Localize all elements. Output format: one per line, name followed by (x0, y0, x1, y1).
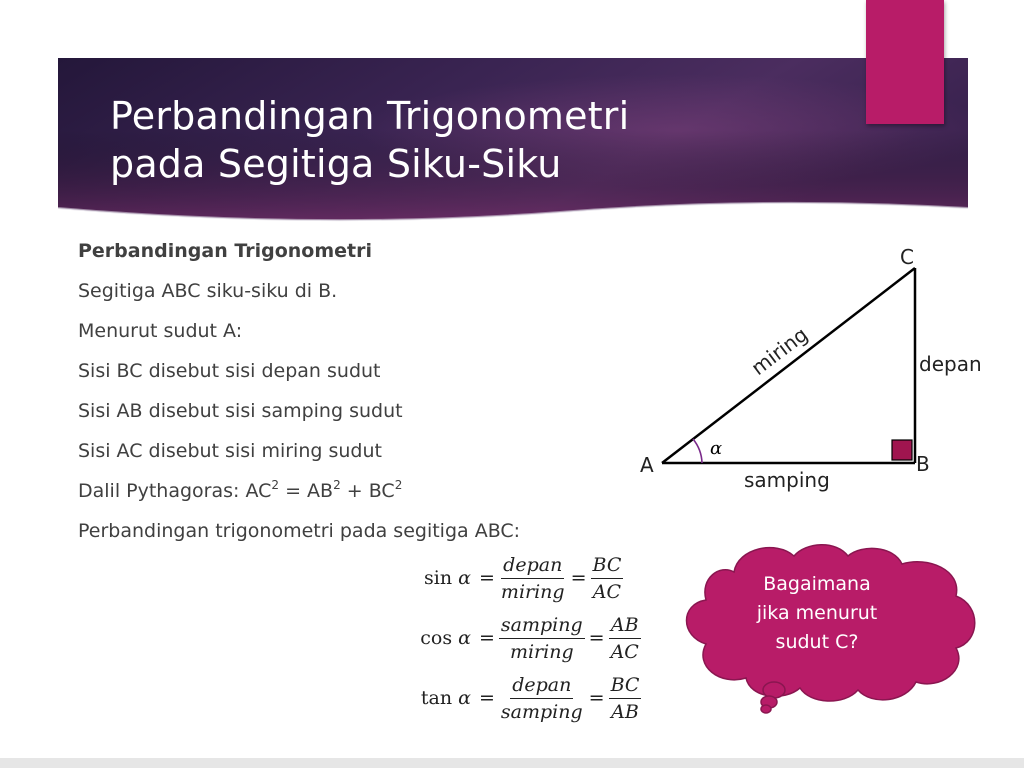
formula-cos-lhs (390, 627, 475, 649)
content-line-3: Sisi BC disebut sisi depan sudut (78, 360, 381, 382)
callout-line-2: jika menurut (756, 602, 878, 624)
cos-letter-fraction (609, 613, 641, 664)
tan-fn: tan (420, 687, 453, 709)
sin-eq-2: = (570, 567, 587, 589)
content-line-4: Sisi AB disebut sisi samping sudut (78, 400, 403, 422)
pythagoras-exp-3: 2 (394, 478, 403, 492)
right-angle-marker (892, 440, 912, 460)
tan-eq-2: = (588, 687, 605, 709)
tan-den-1: samping (500, 700, 583, 723)
content-body (78, 238, 678, 558)
vertex-a-label: A (640, 453, 654, 477)
tan-den-2: AB (611, 700, 639, 723)
cos-num-2: AB (609, 613, 641, 639)
pythagoras-line (78, 478, 678, 518)
sin-eq-1: = (479, 567, 495, 589)
title-line-1: Perbandingan Trigonometri (110, 94, 630, 138)
sin-word-fraction (499, 553, 567, 604)
callout-line-1: Bagaimana (763, 573, 871, 595)
sin-den-2: AC (592, 580, 622, 603)
sin-den-1: miring (500, 580, 565, 603)
vertex-b-label: B (916, 452, 930, 476)
pythagoras-exp-1: 2 (271, 478, 280, 492)
tan-word-fraction (499, 673, 585, 724)
cos-eq-2: = (588, 627, 605, 649)
pythagoras-mid-1: = AB (279, 480, 334, 502)
content-line-2: Menurut sudut A: (78, 320, 243, 342)
content-line-1: Segitiga ABC siku-siku di B. (78, 280, 338, 302)
triangle-diagram (630, 238, 1024, 500)
content-line-5: Sisi AC disebut sisi miring sudut (78, 440, 382, 462)
cos-num-1: samping (499, 613, 585, 639)
accent-tab (866, 0, 944, 124)
cos-den-1: miring (509, 640, 574, 663)
sin-num-2: BC (591, 553, 624, 579)
angle-arc (693, 439, 702, 463)
label-miring: miring (746, 322, 813, 380)
tan-num-2: BC (609, 673, 642, 699)
angle-alpha-label: α (710, 438, 723, 459)
sin-angle: α (458, 567, 471, 589)
title-line-2: pada Segitiga Siku-Siku (110, 142, 562, 186)
callout-line-3: sudut C? (775, 631, 859, 653)
cos-fn: cos (420, 627, 453, 649)
content-line-7: Perbandingan trigonometri pada segitiga ABC: (78, 520, 521, 542)
cos-word-fraction (499, 613, 585, 664)
sin-letter-fraction (591, 553, 624, 604)
cos-den-2: AC (610, 640, 639, 663)
formula-cos (390, 608, 650, 668)
pythagoras-prefix: Dalil Pythagoras: AC (78, 480, 272, 502)
formula-sin (390, 548, 650, 608)
footer-strip (0, 758, 1024, 768)
pythagoras-exp-2: 2 (333, 478, 341, 492)
sin-fn: sin (424, 567, 453, 589)
formula-tan (390, 668, 650, 728)
tan-eq-1: = (479, 687, 495, 709)
tan-letter-fraction (609, 673, 642, 724)
slide-title (110, 92, 770, 188)
cos-eq-1: = (479, 627, 495, 649)
cos-angle: α (458, 627, 471, 649)
formula-block (390, 548, 650, 728)
callout-text (722, 570, 912, 657)
side-ac (662, 268, 915, 463)
pythagoras-mid-2: + BC (340, 480, 395, 502)
content-heading: Perbandingan Trigonometri (78, 240, 372, 262)
label-depan: depan (919, 352, 982, 376)
sin-num-1: depan (501, 553, 564, 579)
vertex-c-label: C (900, 245, 914, 269)
formula-tan-lhs (390, 687, 475, 709)
label-samping: samping (744, 468, 830, 492)
formula-sin-lhs (390, 567, 475, 589)
tan-angle: α (458, 687, 471, 709)
tan-num-1: depan (510, 673, 573, 699)
